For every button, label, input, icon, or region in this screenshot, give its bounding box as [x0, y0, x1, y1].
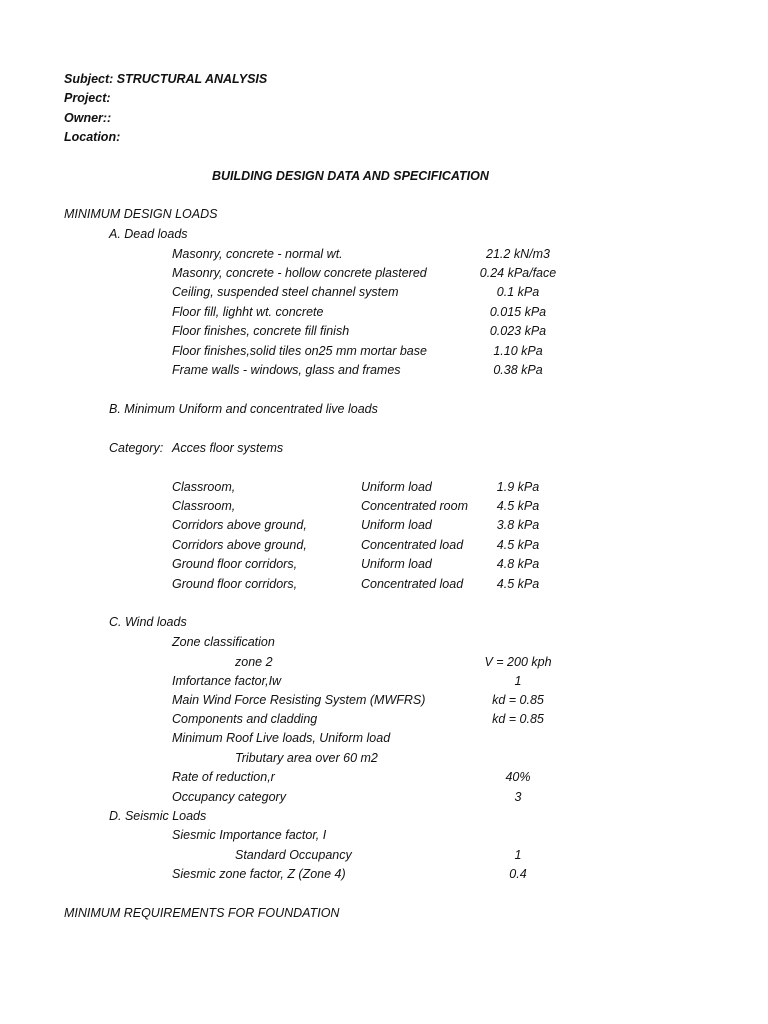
wind-loads-heading: C. Wind loads [109, 615, 187, 629]
live-load-value: 4.5 kPa [496, 577, 540, 591]
live-load-type: Concentrated load [361, 577, 464, 591]
foundation-heading: MINIMUM REQUIREMENTS FOR FOUNDATION [64, 906, 340, 920]
dead-load-label: Masonry, concrete - normal wt. [172, 247, 343, 261]
reduction-value: 40% [505, 770, 531, 784]
subject-line: Subject: STRUCTURAL ANALYSIS [64, 72, 268, 86]
live-load-value: 3.8 kPa [496, 518, 540, 532]
live-load-area: Ground floor corridors, [172, 577, 298, 591]
document-title: BUILDING DESIGN DATA AND SPECIFICATION [212, 169, 489, 183]
live-load-type: Uniform load [361, 518, 432, 532]
owner-line: Owner:: [64, 111, 112, 125]
category-label: Category: [109, 441, 164, 455]
live-load-value: 4.5 kPa [496, 499, 540, 513]
live-load-area: Corridors above ground, [172, 518, 307, 532]
dead-loads-heading: A. Dead loads [109, 227, 188, 241]
live-loads-heading: B. Minimum Uniform and concentrated live loads [109, 402, 378, 416]
seismic-zone-label: Siesmic zone factor, Z (Zone 4) [172, 867, 346, 881]
dead-load-label: Masonry, concrete - hollow concrete plastered [172, 266, 427, 280]
tributary-label: Tributary area over 60 m2 [235, 751, 378, 765]
dead-load-label: Floor fill, lighht wt. concrete [172, 305, 324, 319]
wind-importance-label: Imfortance factor,Iw [172, 674, 282, 688]
roof-live-label: Minimum Roof Live loads, Uniform load [172, 731, 391, 745]
seismic-importance-label: Siesmic Importance factor, I [172, 828, 327, 842]
live-load-value: 4.8 kPa [496, 557, 540, 571]
wind-speed-value: V = 200 kph [484, 655, 552, 669]
dead-load-label: Ceiling, suspended steel channel system [172, 285, 399, 299]
live-load-area: Ground floor corridors, [172, 557, 298, 571]
reduction-label: Rate of reduction,r [172, 770, 275, 784]
components-label: Components and cladding [172, 712, 318, 726]
mwfrs-value: kd = 0.85 [492, 693, 544, 707]
zone-classification-label: Zone classification [172, 635, 275, 649]
seismic-loads-heading: D. Seismic Loads [109, 809, 207, 823]
dead-load-label: Floor finishes, concrete fill finish [172, 324, 350, 338]
live-load-value: 1.9 kPa [496, 480, 540, 494]
dead-load-value: 0.24 kPa/face [479, 266, 557, 280]
seismic-zone-value: 0.4 [509, 867, 527, 881]
dead-load-value: 21.2 kN/m3 [486, 247, 550, 261]
live-load-type: Uniform load [361, 480, 432, 494]
location-line: Location: [64, 130, 121, 144]
dead-load-value: 0.023 kPa [489, 324, 547, 338]
dead-load-value: 1.10 kPa [493, 344, 543, 358]
live-load-type: Uniform load [361, 557, 432, 571]
occupancy-value: 3 [514, 790, 522, 804]
zone-label: zone 2 [235, 655, 273, 669]
mwfrs-label: Main Wind Force Resisting System (MWFRS) [172, 693, 426, 707]
live-load-area: Classroom, [172, 499, 236, 513]
min-design-loads-heading: MINIMUM DESIGN LOADS [64, 207, 218, 221]
project-line: Project: [64, 91, 111, 105]
dead-load-value: 0.1 kPa [496, 285, 540, 299]
live-load-type: Concentrated room [361, 499, 469, 513]
standard-occupancy-label: Standard Occupancy [235, 848, 352, 862]
occupancy-label: Occupancy category [172, 790, 286, 804]
live-load-value: 4.5 kPa [496, 538, 540, 552]
standard-occupancy-value: 1 [514, 848, 522, 862]
category-value: Acces floor systems [172, 441, 284, 455]
wind-importance-value: 1 [514, 674, 522, 688]
dead-load-label: Floor finishes,solid tiles on25 mm mortar base [172, 344, 427, 358]
dead-load-value: 0.015 kPa [489, 305, 547, 319]
live-load-area: Corridors above ground, [172, 538, 307, 552]
live-load-area: Classroom, [172, 480, 236, 494]
components-value: kd = 0.85 [492, 712, 544, 726]
dead-load-label: Frame walls - windows, glass and frames [172, 363, 401, 377]
dead-load-value: 0.38 kPa [493, 363, 543, 377]
live-load-type: Concentrated load [361, 538, 464, 552]
